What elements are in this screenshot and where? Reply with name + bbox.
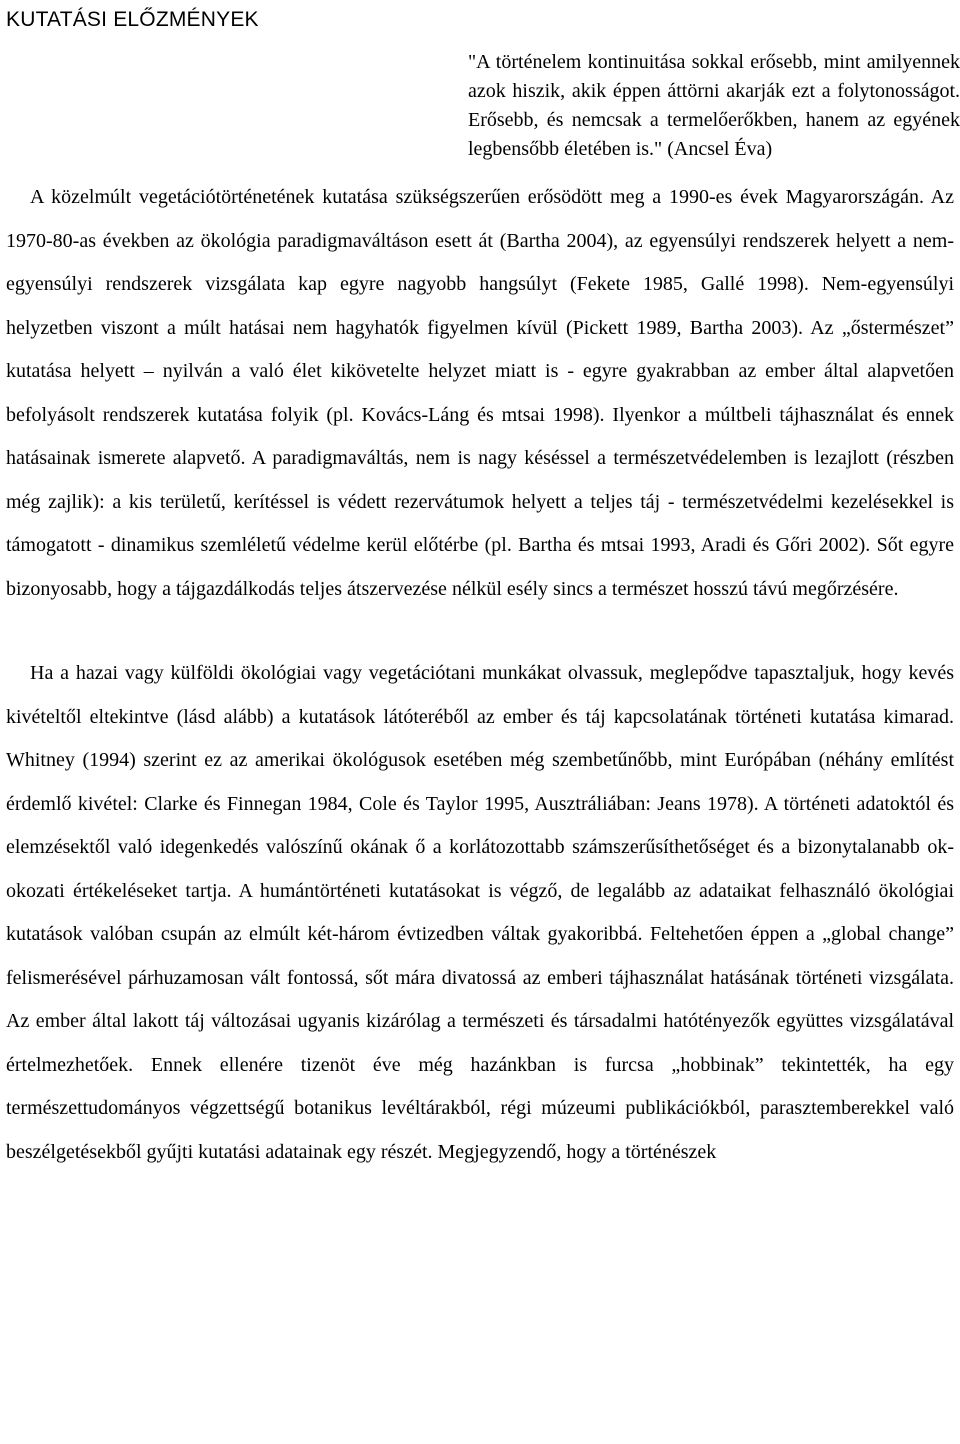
body-paragraph: Ha a hazai vagy külföldi ökológiai vagy vegetációtani munkákat olvassuk, meglepődve tapasztaljuk, hogy kevés kivételtől eltekintve (lásd alább) a kutatások látóteréből az ember és táj kapcsolatának történeti kutatása kimarad. Whitney (1994) szerint ez az amerikai ökológusok esetében még szembetűnőbb, mint Európában (néhány említést érdemlő kivétel: Clarke és Finnegan 1984, Cole és Taylor 1995, Ausztráliában: Jeans 1978). A történeti adatoktól és elemzésektől való idegenkedés valószínű okának ő a korlátozottabb számszerűsíthetőséget és a bizonytalanabb ok-okozati értékeléseket tartja. A humántörténeti kutatásokat is végző, de legalább az adataikat felhasználó ökológiai kutatások valóban csupán az elmúlt két-három évtizedben váltak gyakoribbá. Feltehetően éppen a „global change” felismerésével párhuzamosan vált fontossá, sőt mára divatossá az emberi tájhasználat hatásának történeti vizsgálata. Az ember által lakott táj változásai ugyanis kizárólag a természeti és társadalmi hatótényezők együttes vizsgálatával értelmezhetőek. Ennek ellenére tizenöt éve még hazánkban is furcsa „hobbinak” tekintették, ha egy természettudományos végzettségű botanikus levéltárakból, régi múzeumi publikációkból, parasztemberekkel való beszélgetésekből gyűjti kutatási adatainak egy részét. Megjegyzendő, hogy a történészek — [6, 662, 954, 1163]
section-heading: KUTATÁSI ELŐZMÉNYEK — [6, 8, 259, 31]
motto-quote: "A történelem kontinuitása sokkal erősebb, mint amilyennek azok hiszik, akik éppen áttörni akarják ezt a folytonosságot. Erősebb, és nemcsak a termelőerőkben, hanem az egyének legbensőbb életében is." (Ancsel Éva) — [468, 51, 960, 160]
body-paragraph: A közelmúlt vegetációtörténetének kutatása szükségszerűen erősödött meg a 1990-es évek Magyarországán. Az 1970-80-as években az ökológia paradigmaváltáson esett át (Bartha 2004), az egyensúlyi rendszerek helyett a nem-egyensúlyi rendszerek vizsgálata kap egyre nagyobb hangsúlyt (Fekete 1985, Gallé 1998). Nem-egyensúlyi helyzetben viszont a múlt hatásai nem hagyhatók figyelmen kívül (Pickett 1989, Bartha 2003). Az „őstermészet” kutatása helyett – nyilván a való élet kikövetelte helyzet miatt is - egyre gyakrabban az ember által alapvetően befolyásolt rendszerek kutatása folyik (pl. Kovács-Láng és mtsai 1998). Ilyenkor a múltbeli tájhasználat és ennek hatásainak ismerete alapvető. A paradigmaváltás, nem is nagy késéssel a természetvédelemben is lezajlott (részben még zajlik): a kis területű, kerítéssel is védett rezervátumok helyett a teljes táj - természetvédelmi kezelésekkel is támogatott - dinamikus szemléletű védelme kerül előtérbe (pl. Bartha és mtsai 1993, Aradi és Gőri 2002). Sőt egyre bizonyosabb, hogy a tájgazdálkodás teljes átszervezése nélkül esély sincs a természet hosszú távú megőrzésére. — [6, 186, 954, 600]
